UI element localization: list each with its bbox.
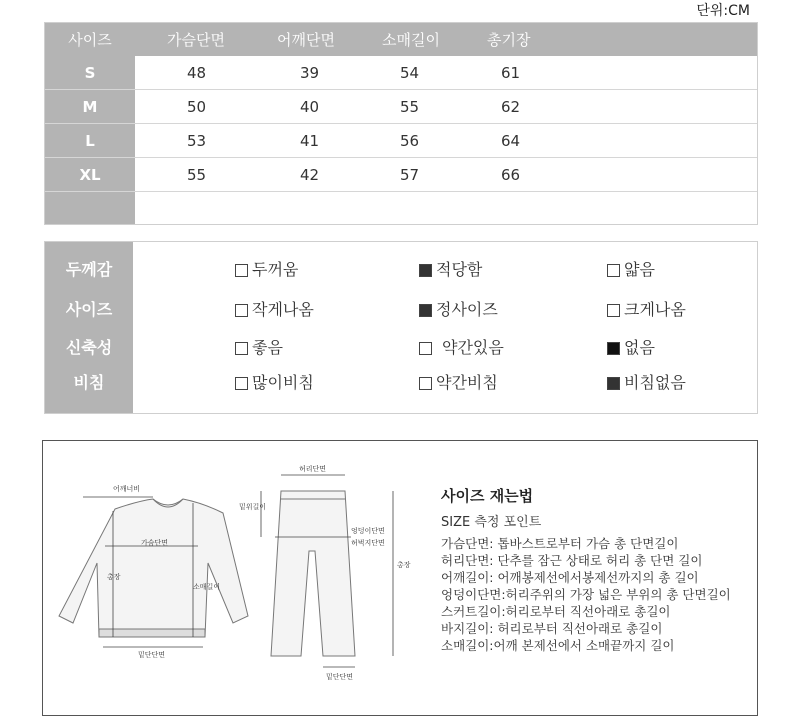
guide-text — [441, 535, 731, 654]
option-checkbox — [607, 255, 655, 285]
chest-value: 50 — [187, 97, 207, 116]
option-checkbox — [235, 295, 314, 325]
header-shoulder: 어깨단면 — [277, 31, 335, 49]
label-pants-length: 총장 — [397, 561, 411, 569]
fabric-row-sheerness — [45, 368, 757, 398]
sleeve-value: 55 — [400, 97, 420, 116]
checkbox-icon — [419, 342, 432, 355]
label-hip: 엉덩이단면 — [351, 527, 385, 535]
sweater-illustration — [59, 499, 248, 637]
header-length: 총기장 — [487, 31, 531, 49]
fabric-label: 비침 — [73, 373, 105, 392]
option-checkbox — [419, 368, 498, 398]
option-checkbox — [235, 333, 283, 363]
checkbox-icon — [235, 264, 248, 277]
shoulder-value: 41 — [300, 131, 320, 150]
sleeve-value: 56 — [400, 131, 420, 150]
row-size: L — [45, 124, 135, 157]
label-length: 총장 — [107, 573, 121, 581]
pants-illustration — [271, 491, 355, 656]
checked-box-icon — [607, 342, 620, 355]
table-row — [45, 158, 757, 192]
chest-value: 55 — [187, 165, 207, 184]
length-value: 61 — [501, 63, 521, 82]
checkbox-icon — [235, 342, 248, 355]
checked-box-icon — [607, 377, 620, 390]
label-thigh: 허벅지단면 — [351, 539, 385, 547]
size-table — [44, 22, 758, 225]
table-row-empty — [45, 192, 757, 224]
checkbox-icon — [607, 264, 620, 277]
sleeve-value: 57 — [400, 165, 420, 184]
option-checkbox — [607, 295, 686, 325]
label-pants-hem: 밑단단면 — [326, 673, 354, 681]
row-size: XL — [45, 158, 135, 191]
option-label: 작게나옴 — [252, 300, 314, 319]
checkbox-icon — [419, 377, 432, 390]
guide-line: 바지길이: 허리로부터 직선아래로 총길이 — [441, 621, 663, 636]
fabric-info-table — [44, 241, 758, 414]
row-size: M — [45, 90, 135, 123]
table-row — [45, 124, 757, 158]
option-label: 크게나옴 — [624, 300, 686, 319]
checked-box-icon — [419, 304, 432, 317]
chest-value: 48 — [187, 63, 207, 82]
checked-box-icon — [419, 264, 432, 277]
label-sleeve: 소매길이 — [193, 583, 221, 591]
size-table-header — [45, 23, 757, 56]
header-chest: 가슴단면 — [167, 31, 225, 49]
fabric-label: 두께감 — [65, 260, 113, 279]
length-value: 64 — [501, 131, 521, 150]
row-size: S — [45, 56, 135, 89]
option-label: 약간비침 — [436, 373, 498, 392]
guide-title: 사이즈 재는법 — [441, 487, 534, 505]
label-chest: 가슴단면 — [141, 539, 169, 547]
length-value: 66 — [501, 165, 521, 184]
option-checkbox — [419, 333, 504, 363]
fabric-row-thickness — [45, 255, 757, 285]
label-waist: 허리단면 — [299, 465, 327, 473]
option-label: 적당함 — [436, 260, 483, 279]
sleeve-value: 54 — [400, 63, 420, 82]
fabric-label: 신축성 — [65, 338, 113, 357]
checkbox-icon — [235, 304, 248, 317]
length-value: 62 — [501, 97, 521, 116]
option-label: 비침없음 — [624, 373, 686, 392]
guide-subtitle: SIZE 측정 포인트 — [441, 515, 542, 530]
header-size: 사이즈 — [45, 23, 135, 56]
unit-label: 단위:CM — [696, 3, 750, 19]
option-checkbox — [419, 255, 482, 285]
table-row — [45, 56, 757, 90]
option-label: 많이비침 — [252, 373, 314, 392]
fabric-row-stretch — [45, 333, 757, 363]
measure-guide — [42, 440, 758, 716]
guide-line: 스커트길이:허리로부터 직선아래로 총길이 — [441, 604, 671, 619]
row-size-empty — [45, 192, 135, 224]
option-checkbox — [235, 255, 298, 285]
option-checkbox — [607, 333, 655, 363]
fabric-label: 사이즈 — [65, 300, 113, 319]
shoulder-value: 42 — [300, 165, 320, 184]
option-label: 좋음 — [252, 338, 283, 357]
label-shoulder-width: 어깨너비 — [113, 485, 141, 493]
label-hip-length: 밑위길이 — [239, 503, 267, 511]
guide-line: 엉덩이단면:허리주위의 가장 넓은 부위의 총 단면길이 — [441, 587, 731, 602]
guide-line: 어깨길이: 어깨봉제선에서봉제선까지의 총 길이 — [441, 570, 699, 585]
option-label: 약간있음 — [442, 338, 504, 357]
option-label: 정사이즈 — [436, 300, 498, 319]
chest-value: 53 — [187, 131, 207, 150]
option-label: 두꺼움 — [252, 260, 299, 279]
option-checkbox — [607, 368, 686, 398]
option-label: 얇음 — [624, 260, 655, 279]
option-checkbox — [419, 295, 498, 325]
shoulder-value: 40 — [300, 97, 320, 116]
guide-line: 소매길이:어깨 본제선에서 소매끝까지 길이 — [441, 638, 675, 653]
fabric-row-size — [45, 295, 757, 325]
checkbox-icon — [607, 304, 620, 317]
guide-line: 가슴단면: 톱바스트로부터 가슴 총 단면길이 — [441, 536, 679, 551]
checkbox-icon — [235, 377, 248, 390]
option-checkbox — [235, 368, 314, 398]
shoulder-value: 39 — [300, 63, 320, 82]
label-hem: 밑단단면 — [138, 651, 166, 659]
guide-line: 허리단면: 단추를 잠근 상태로 허리 총 단면 길이 — [441, 553, 703, 568]
option-label: 없음 — [624, 338, 655, 357]
header-sleeve: 소매길이 — [382, 31, 440, 49]
table-row — [45, 90, 757, 124]
